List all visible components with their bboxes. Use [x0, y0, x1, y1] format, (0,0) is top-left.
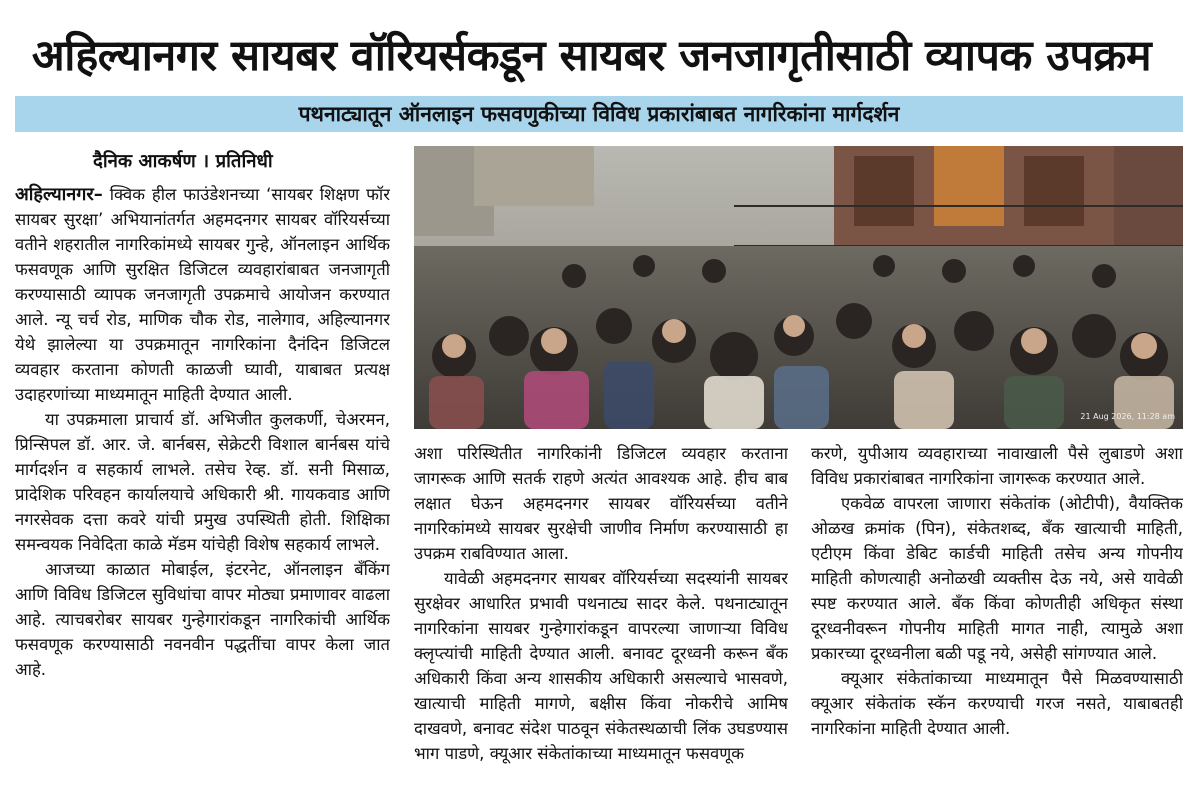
article-column-1 — [15, 148, 390, 807]
paragraph: करणे, युपीआय व्यवहाराच्या नावाखाली पैसे लुबाडणे अशा विविध प्रकारांबाबत नागरिकांना जागरूक करण्यात आले. — [811, 444, 1183, 488]
article-column-2 — [414, 441, 788, 807]
paragraph — [15, 182, 390, 407]
paragraph: एकवेळ वापरला जाणारा संकेतांक (ओटीपी), वैयक्तिक ओळख क्रमांक (पिन), संकेतशब्द, बँक खात्याची माहिती, एटीएम किंवा डेबिट कार्डची माहिती तसेच अन्य गोपनीय माहिती कोणत्याही अनोळखी व्यक्तीस देऊ नये, असे यावेळी स्पष्ट करण्यात आले. बँक किंवा कोणतीही अधिकृत संस्था दूरध्वनीवरून गोपनीय माहिती मागत नाही, त्यामुळे अशा प्रकारच्या दूरध्वनीला बळी पडू नये, असेही सांगण्यात आले. — [811, 494, 1183, 663]
paragraph-text: क्विक हील फाउंडेशनच्या ‘सायबर शिक्षण फॉर सायबर सुरक्षा’ अभियानांतर्गत अहमदनगर सायबर वॉरियर्सच्या वतीने शहरातील नागरिकांमध्ये सायबर गुन्हे, ऑनलाइन आर्थिक फसवणूक आणि सुरक्षित डिजिटल व्यवहारांबाबत जनजागृती करण्यासाठी व्यापक जनजागृती उपक्रमाचे आयोजन करण्यात आले. न्यू चर्च रोड, माणिक चौक रोड, नालेगाव, अहिल्यानगर येथे झालेल्या या उपक्रमातून नागरिकांना दैनंदिन डिजिटल व्यवहार करताना कोणती काळजी घ्यावी, याबाबत प्रत्यक्ष उदाहरणांच्या माध्यमातून माहिती देण्यात आली. — [15, 185, 390, 404]
headline: अहिल्यानगर सायबर वॉरियर्सकडून सायबर जनजागृतीसाठी व्यापक उपक्रम — [31, 31, 1152, 81]
paragraph: यावेळी अहमदनगर सायबर वॉरियर्सच्या सदस्यांनी सायबर सुरक्षेवर आधारित प्रभावी पथनाट्य सादर केले. पथनाट्यातून नागरिकांना सायबर गुन्हेगारांकडून वापरल्या जाणाऱ्या विविध क्लृप्त्यांची माहिती देण्यात आली. बनावट दूरध्वनी करून बँक अधिकारी किंवा अन्य शासकीय अधिकारी असल्याचे भासवणे, खात्याची माहिती मागणे, बक्षीस किंवा नोकरीचे आमिष दाखवणे, बनावट संदेश पाठवून संकेतस्थळाची लिंक उघडण्यास भाग पाडणे, क्यूआर संकेतांकाच्या माध्यमातून फसवणूक — [414, 569, 788, 763]
dateline: दैनिक आकर्षण । प्रतिनिधी — [93, 151, 273, 172]
paragraph: या उपक्रमाला प्राचार्य डॉ. अभिजीत कुलकर्णी, चेअरमन, प्रिन्सिपल डॉ. आर. जे. बार्नबस, सेक्रेटरी विशाल बार्नबस यांचे मार्गदर्शन व सहकार्य लाभले. तसेच रेव्ह. डॉ. सनी मिसाळ, प्रादेशिक परिवहन कार्यालयाचे अधिकारी श्री. गायकवाड आणि नगरसेवक दत्ता कवरे यांची प्रमुख उपस्थिती होती. शिक्षिका समन्वयक निवेदिता काळे मॅडम यांचेही विशेष सहकार्य लाभले. — [15, 410, 390, 554]
place-name: अहिल्यानगर– — [15, 184, 103, 205]
crowd-photo — [414, 146, 1183, 429]
photo-timestamp: 21 Aug 2026, 11:28 am — [1080, 412, 1175, 421]
paragraph: अशा परिस्थितीत नागरिकांनी डिजिटल व्यवहार करताना जागरूक आणि सतर्क राहणे अत्यंत आवश्यक आहे. हीच बाब लक्षात घेऊन अहमदनगर सायबर वॉरियर्सच्या वतीने नागरिकांमध्ये सायबर सुरक्षेची जाणीव निर्माण करण्यासाठी हा उपक्रम राबविण्यात आला. — [414, 444, 788, 563]
paragraph: आजच्या काळात मोबाईल, इंटरनेट, ऑनलाइन बँकिंग आणि विविध डिजिटल सुविधांचा वापर मोठ्या प्रमाणावर वाढला आहे. त्याचबरोबर सायबर गुन्हेगारांकडून नागरिकांची आर्थिक फसवणूक करण्यासाठी नवनवीन पद्धतींचा वापर केला जात आहे. — [15, 560, 390, 679]
crowd-photo-illustration — [414, 146, 1183, 429]
subheadline-bar: पथनाट्यातून ऑनलाइन फसवणुकीच्या विविध प्रकारांबाबत नागरिकांना मार्गदर्शन — [15, 96, 1183, 132]
article-column-3 — [811, 441, 1183, 807]
paragraph: क्यूआर संकेतांकाच्या माध्यमातून पैसे मिळवण्यासाठी क्यूआर संकेतांक स्कॅन करण्याची गरज नसते, याबाबतही नागरिकांना माहिती देण्यात आली. — [811, 669, 1183, 738]
